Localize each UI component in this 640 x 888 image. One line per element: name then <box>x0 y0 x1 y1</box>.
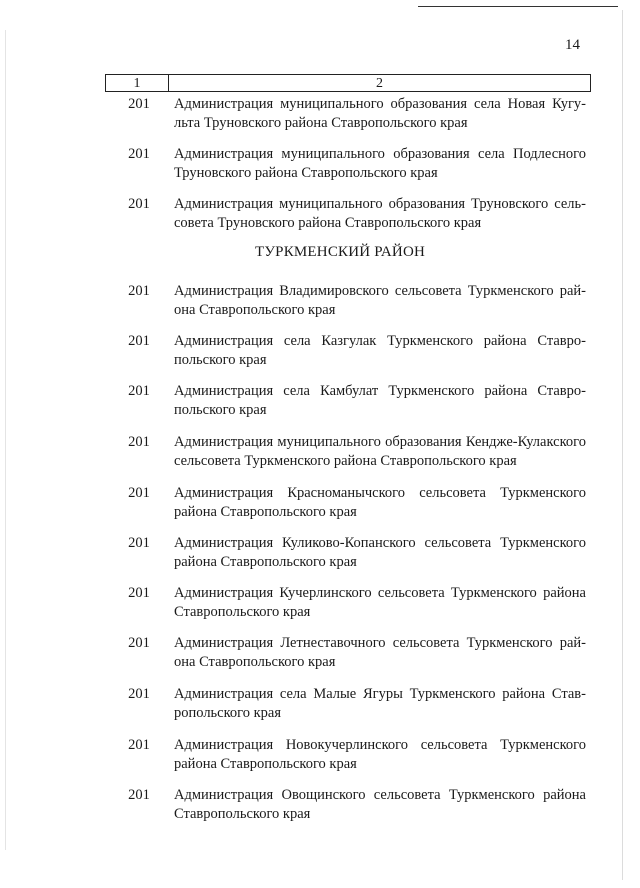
row-organization-name: Администрация муниципального образования села Подлесного Труновского района Ставропольского края <box>174 146 586 181</box>
left-scan-edge <box>5 30 6 850</box>
row-organization-name: Администрация Красноманычского сельсовета Туркменского района Ставропольского края <box>174 485 586 520</box>
row-organization-name: Администрация Куликово-Копанского сельсовета Туркменского района Ставропольского края <box>174 535 586 570</box>
table-header-col-1: 1 <box>106 75 169 91</box>
row-code: 201 <box>128 333 150 349</box>
row-code: 201 <box>128 196 150 212</box>
right-scan-edge <box>622 10 623 880</box>
section-heading: ТУРКМЕНСКИЙ РАЙОН <box>254 244 426 260</box>
row-organization-name: Администрация Владимировского сельсовета Туркменского района Ставропольского края <box>174 283 586 318</box>
row-organization-name: Администрация Новокучерлинского сельсовета Туркменского района Ставропольского края <box>174 737 586 772</box>
row-code: 201 <box>128 585 150 601</box>
row-organization-name: Администрация муниципального образования села Новая Кугульта Труновского района Ставропольского края <box>174 96 586 131</box>
row-organization-name: Администрация села Камбулат Туркменского района Ставропольского края <box>174 383 586 418</box>
row-organization-name: Администрация села Малые Ягуры Туркменского района Ставропольского края <box>174 686 586 721</box>
row-organization-name: Администрация Овощинского сельсовета Туркменского района Ставропольского края <box>174 787 586 822</box>
top-edge-rule <box>418 6 618 7</box>
row-code: 201 <box>128 283 150 299</box>
page-number: 14 <box>565 37 580 53</box>
row-code: 201 <box>128 787 150 803</box>
row-code: 201 <box>128 686 150 702</box>
row-code: 201 <box>128 535 150 551</box>
row-code: 201 <box>128 434 150 450</box>
row-code: 201 <box>128 485 150 501</box>
row-code: 201 <box>128 96 150 112</box>
row-code: 201 <box>128 383 150 399</box>
row-organization-name: Администрация муниципального образования Труновского сельсовета Труновского района Ставропольского края <box>174 196 586 231</box>
row-code: 201 <box>128 146 150 162</box>
table-header-col-2: 2 <box>376 76 383 91</box>
row-organization-name: Администрация Кучерлинского сельсовета Туркменского района Ставропольского края <box>174 585 586 620</box>
table-header-row <box>105 74 591 92</box>
row-organization-name: Администрация муниципального образования Кендже-Кулакского сельсовета Туркменского района Ставропольского края <box>174 434 586 469</box>
row-code: 201 <box>128 737 150 753</box>
row-organization-name: Администрация Летнеставочного сельсовета Туркменского района Ставропольского края <box>174 635 586 670</box>
row-code: 201 <box>128 635 150 651</box>
row-organization-name: Администрация села Казгулак Туркменского района Ставропольского края <box>174 333 586 368</box>
